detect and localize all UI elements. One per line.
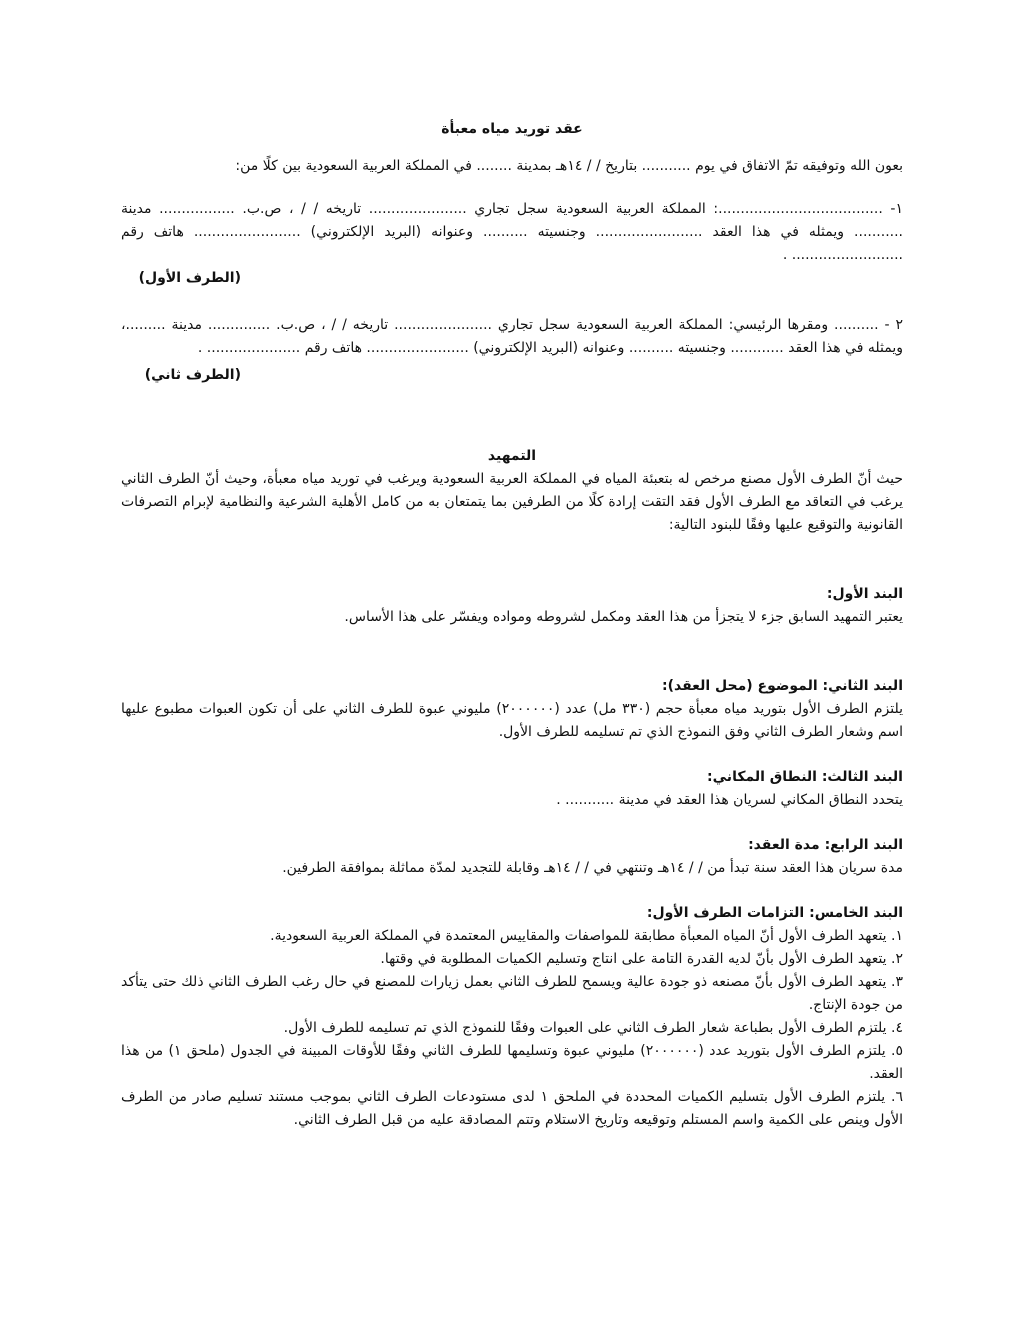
list-item: ١. يتعهد الطرف الأول أنّ المياه المعبأة مطابقة للمواصفات والمقاييس المعتمدة في المملكة العربية السعودية. [270,928,903,944]
clause-five-heading: البند الخامس: التزامات الطرف الأول: [646,905,903,921]
preamble-heading: التمهيد [487,448,537,464]
party-one-block [121,198,903,290]
document-title: عقد توريد مياه معبأة [441,121,583,137]
party-one-label: (الطرف الأول) [138,270,241,286]
clause-one-text: يعتبر التمهيد السابق جزء لا يتجزأ من هذا العقد ومكمل لشروطه ومواده ويفسّر على هذا الأساس. [344,609,903,625]
clause-two-text: يلتزم الطرف الأول بتوريد مياه معبأة حجم (٣٣٠ مل) عدد (٢٠٠٠٠٠٠) مليوني عبوة للطرف الثاني على أن تكون العبوات مطبوع عليها اسم وشعار الطرف الثاني وفق النموذج الذي تم تسليمه للطرف الأول. [121,701,904,740]
clause-four [121,834,903,880]
party-two-block [121,314,903,387]
clause-five [121,902,903,1132]
clause-three-heading: البند الثالث: النطاق المكاني: [707,769,903,785]
intro-paragraph: بعون الله وتوفيقه تمّ الاتفاق في يوم ........... بتاريخ / / ١٤هـ بمدينة ........ في المملكة العربية السعودية بين كلًا من: [235,158,903,174]
clause-five-list [121,925,903,1132]
clause-one [121,583,903,629]
clause-one-heading: البند الأول: [826,586,903,602]
list-item: ٢. يتعهد الطرف الأول بأنّ لديه القدرة التامة على انتاج وتسليم الكميات المطلوبة في وقتها. [380,951,903,967]
list-item: ٦. يلتزم الطرف الأول بتسليم الكميات المحددة في الملحق ١ لدى مستودعات الطرف الثاني بموجب مستند تسليم صادر من الطرف الأول وينص على الكمية واسم المستلم وتوقيعه وتاريخ الاستلام وتتم المصادقة عليه من قبل الطرف الثاني. [121,1089,904,1128]
party-one-details: ١- .....................................: المملكة العربية السعودية سجل تجاري ...................... تاريخه / / ، ص.ب. ................. مدينة ........... ويمثله في هذا العقد ........................ وجنسيته .......... وعنوانه (البريد الإلكتروني) ........................ هاتف رقم ......................... . [121,201,903,263]
clause-three [121,766,903,812]
clause-four-text: مدة سريان هذا العقد سنة تبدأ من / / ١٤هـ وتنتهي في / / ١٤هـ وقابلة للتجديد لمدّة مماثلة بموافقة الطرفين. [282,860,903,876]
party-two-details: ٢ - .......... ومقرها الرئيسي: المملكة العربية السعودية سجل تجاري ...................... تاريخه / / ، ص.ب. .............. مدينة .........، ويمثله في هذا العقد ............ وجنسيته .......... وعنوانه (البريد الإلكتروني) ....................... هاتف رقم ..................... . [121,317,903,356]
list-item: ٥. يلتزم الطرف الأول بتوريد عدد (٢٠٠٠٠٠٠) مليوني عبوة وتسليمها للطرف الثاني وفقًا للأوقات المبينة في الجدول (ملحق ١) من هذا العقد. [121,1043,904,1082]
list-item: ٣. يتعهد الطرف الأول بأنّ مصنعه ذو جودة عالية ويسمح للطرف الثاني بعمل زيارات للمصنع في حال رغب الطرف الثاني ذلك حتى يتأكد من جودة الإنتاج. [121,974,903,1013]
preamble-text: حيث أنّ الطرف الأول مصنع مرخص له بتعبئة المياه في المملكة العربية السعودية ويرغب في توريد مياه معبأة، وحيث أنّ الطرف الثاني يرغب في التعاقد مع الطرف الأول فقد التقت إرادة كلًا من الطرفين بما يتمتعان به من كامل الأهلية الشرعية والنظامية لإبرام التصرفات القانونية والتوقيع عليها وفقًا للبنود التالية: [121,471,903,533]
document-body [121,118,903,1132]
clause-three-text: يتحدد النطاق المكاني لسريان هذا العقد في مدينة ........... . [556,792,903,808]
clause-two [121,675,903,744]
clause-four-heading: البند الرابع: مدة العقد: [748,837,903,853]
party-two-label: (الطرف ثاني) [144,367,241,383]
clause-two-heading: البند الثاني: الموضوع (محل العقد): [662,678,903,694]
list-item: ٤. يلتزم الطرف الأول بطباعة شعار الطرف الثاني على العبوات وفقًا للنموذج الذي تم تسليمه للطرف الأول. [283,1020,903,1036]
